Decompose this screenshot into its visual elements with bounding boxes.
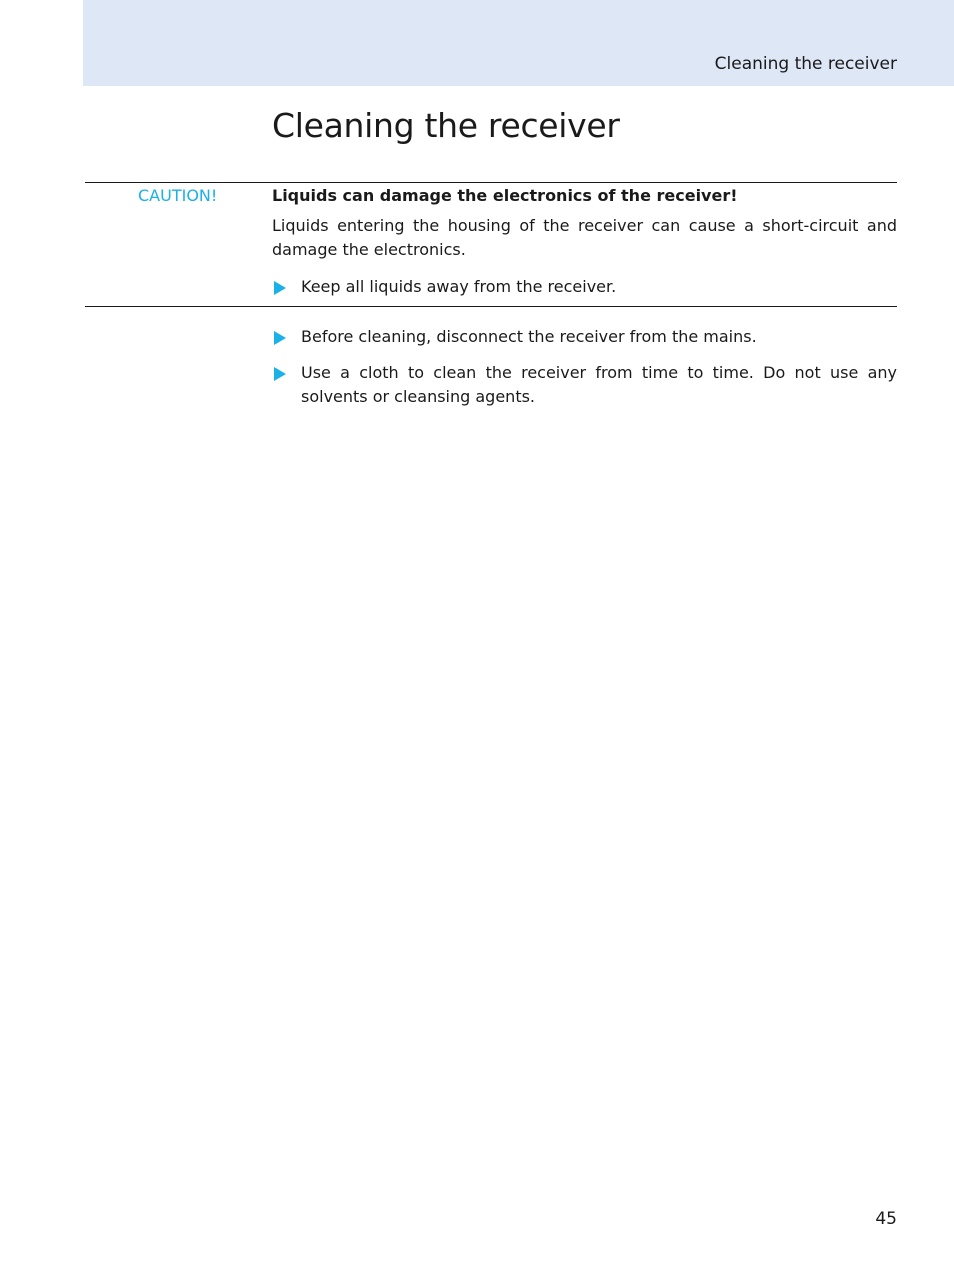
caution-instruction-item: [272, 275, 897, 299]
caution-bottom-rule: [85, 306, 897, 307]
triangle-right-icon: [274, 331, 286, 345]
step-text: Use a cloth to clean the receiver from time to time. Do not use any solvents or cleansing agents.: [301, 363, 897, 406]
caution-instruction-text: Keep all liquids away from the receiver.: [301, 277, 617, 296]
caution-body: Liquids entering the housing of the receiver can cause a short-circuit and damage the electronics.: [272, 216, 897, 259]
page-title: Cleaning the receiver: [272, 106, 620, 145]
caution-label: CAUTION!: [138, 186, 218, 205]
step-item: [272, 361, 897, 409]
caution-top-rule: [85, 182, 897, 183]
step-item: [272, 325, 897, 349]
triangle-right-icon: [274, 367, 286, 381]
running-header-title: Cleaning the receiver: [714, 54, 897, 74]
page-number: 45: [875, 1209, 897, 1229]
triangle-right-icon: [274, 281, 286, 295]
caution-heading: Liquids can damage the electronics of the receiver!: [272, 186, 738, 205]
step-text: Before cleaning, disconnect the receiver from the mains.: [301, 327, 757, 346]
